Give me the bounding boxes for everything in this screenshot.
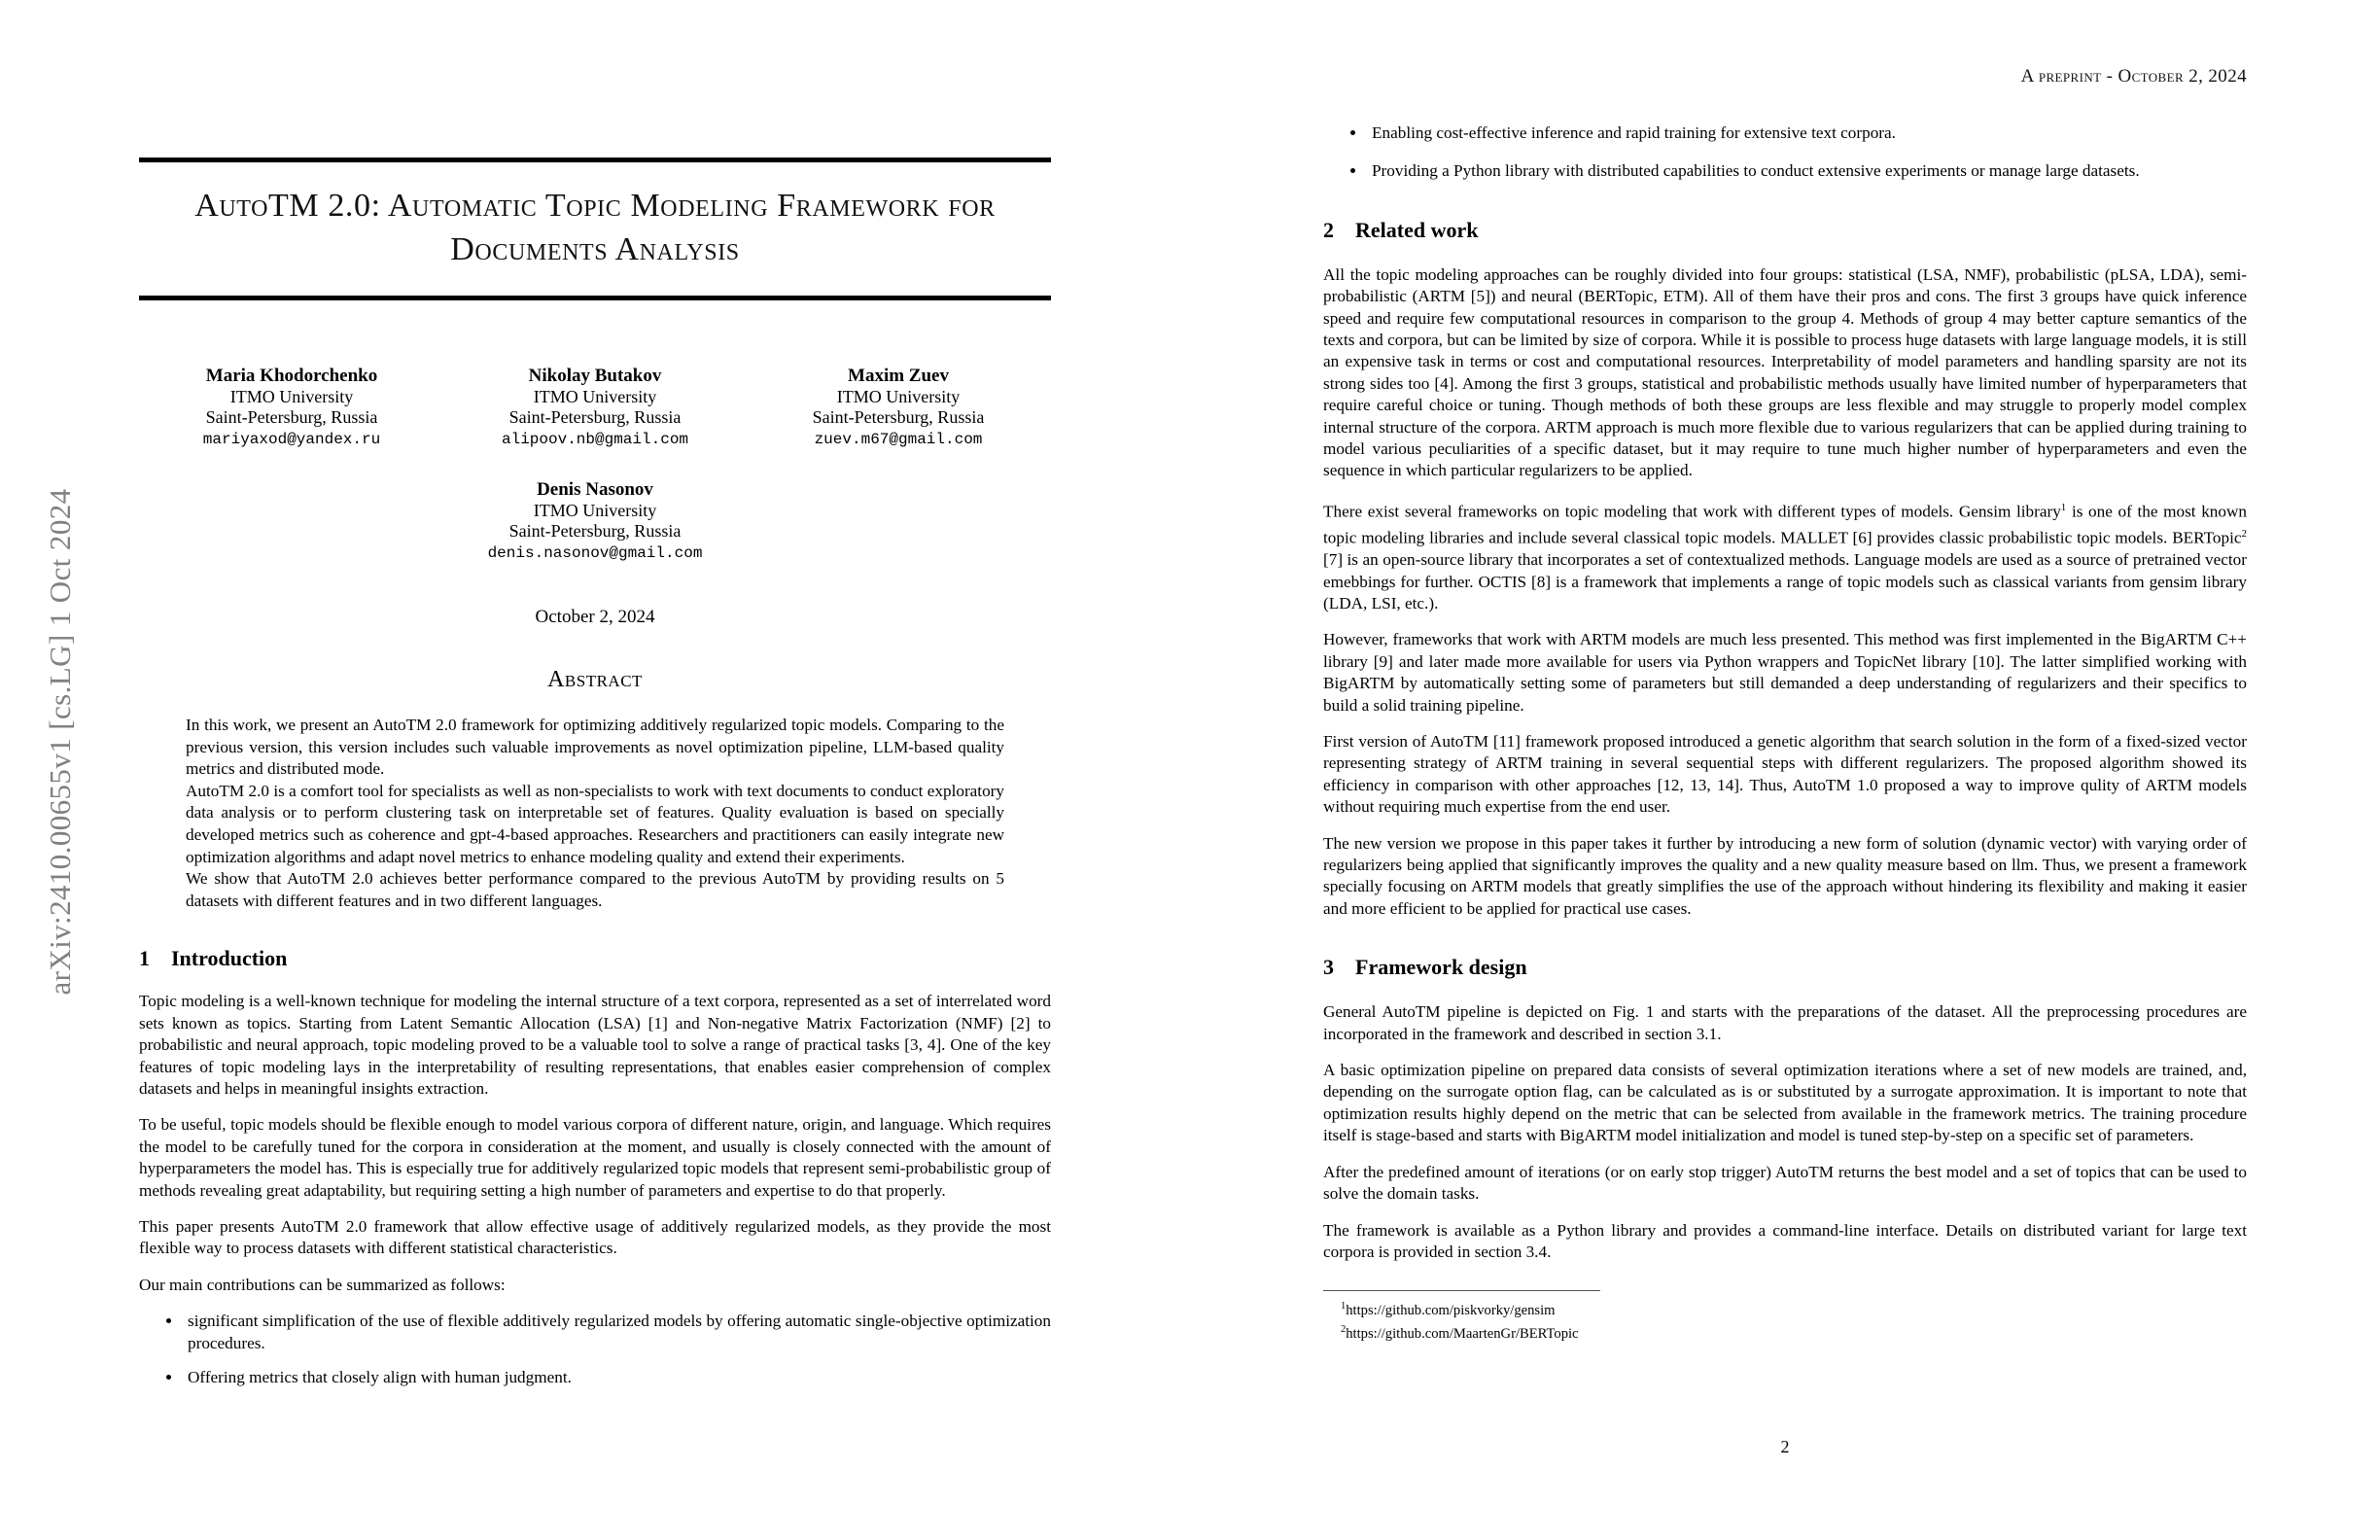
list-item: • significant simplification of the use of flexible additively regularized models by offering automatic single-objective optimization procedures.	[183, 1311, 1051, 1354]
paper-date: October 2, 2024	[535, 607, 655, 627]
section-heading-related-work	[1323, 218, 2247, 243]
authors-row-2	[139, 479, 1051, 564]
footnote-separator-rule	[1323, 1290, 1600, 1291]
body-paragraph: First version of AutoTM [11] framework proposed introduced a genetic algorithm that search solution in the form of a fixed-sized vector representing strategy of ARTM training in several sequential steps with different regularizers. The proposed algorithm showed its efficiency in comparison with other approaches [12, 13, 14]. Thus, AutoTM 1.0 proposed a way to improve qulity of ARTM models without requiring much expertise from the end user.	[1323, 732, 2247, 817]
abstract-paragraph: We show that AutoTM 2.0 achieves better performance compared to the previous AutoTM by providing results on 5 datasets with different features and in two different languages.	[186, 869, 1004, 910]
section-title: Introduction	[171, 946, 288, 971]
author-location: Saint-Petersburg, Russia	[812, 407, 985, 427]
section-number: 1	[139, 946, 150, 971]
page-title: AutoTM 2.0: Automatic Topic Modeling Framework for Documents Analysis	[194, 188, 996, 267]
abstract-body	[139, 715, 1051, 912]
left-page-body	[139, 0, 1051, 1540]
right-page-body	[1323, 0, 2247, 1344]
section-title: Framework design	[1355, 955, 1527, 980]
footnote-ref-1[interactable]: 1	[2060, 501, 2067, 513]
author-block	[747, 366, 1050, 450]
body-paragraph: A basic optimization pipeline on prepared data consists of several optimization iterations where a set of new models are trained, and, depending on the surrogate option flag, can be calculated as is or substituted by a surrogate approximation. It is important to note that optimization results highly depend on the metric that can be selected from available in the framework metrics. The training procedure itself is stage-based and starts with BigARTM model initialization and model is tuned step-by-step on a specific set of parameters.	[1323, 1061, 2247, 1145]
abstract-paragraph: AutoTM 2.0 is a comfort tool for specialists as well as non-specialists to work with text documents to conduct exploratory data analysis or to perform clustering task on interpretable set of features. Quality evaluation is based on specially developed metrics such as coherence and gpt-4-based approaches. Researchers and practitioners can easily integrate new optimization algorithms and adapt novel metrics to enhance modeling quality and extend their experiments.	[186, 781, 1004, 866]
list-item: • Offering metrics that closely align with human judgment.	[183, 1367, 1051, 1388]
contributions-list	[139, 1311, 1051, 1388]
arxiv-stamp: arXiv:2410.00655v1 [cs.LG] 1 Oct 2024	[43, 488, 77, 996]
page-number: 2	[1780, 1437, 1790, 1456]
body-paragraph: To be useful, topic models should be flexible enough to model various corpora of different nature, origin, and language. Which requires the model to be carefully tuned for the corpora in consideration at the moment, and usually is closely connected with the amount of hyperparameters the model has. This is especially true for additively regularized topic models that represent semi-probabilistic group of methods revealing great adaptability, but requiring setting a high number of parameters and expertise to do that properly.	[139, 1115, 1051, 1200]
paragraph-part: There exist several frameworks on topic modeling that work with different types of models. Gensim library	[1323, 502, 2061, 521]
body-paragraph: General AutoTM pipeline is depicted on Fig. 1 and starts with the preparations of the dataset. All the preprocessing procedures are incorporated in the framework and described in section 3.1.	[1323, 1002, 2247, 1043]
author-location: Saint-Petersburg, Russia	[508, 521, 682, 541]
author-name: Maria Khodorchenko	[205, 366, 378, 386]
body-paragraph: After the predefined amount of iterations (or on early stop trigger) AutoTM returns the best model and a set of topics that can be used to solve the domain tasks.	[1323, 1162, 2247, 1204]
abstract-paragraph: In this work, we present an AutoTM 2.0 framework for optimizing additively regularized topic models. Comparing to the previous version, this version includes such valuable improvements as novel optimization pipeline, LLM-based quality metrics and distributed mode.	[186, 716, 1004, 779]
footnote-marker: 2	[1341, 1324, 1347, 1336]
author-affiliation: ITMO University	[533, 387, 657, 406]
paragraph-part: is one of the most known topic modeling libraries and include several classical topic models. MALLET [6] provides classic probabilistic topic models. BERTopic	[1323, 502, 2247, 547]
footnote-text[interactable]: https://github.com/piskvorky/gensim	[1346, 1303, 1556, 1319]
author-email[interactable]: denis.nasonov@gmail.com	[487, 544, 703, 562]
author-block	[443, 479, 747, 564]
footnote-ref-2[interactable]: 2	[2241, 528, 2247, 541]
author-email[interactable]: alipoov.nb@gmail.com	[501, 431, 689, 448]
footnote-entry	[1341, 1320, 2247, 1344]
author-email[interactable]: mariyaxod@yandex.ru	[202, 431, 381, 448]
author-name: Maxim Zuev	[848, 366, 949, 386]
authors-row-1	[139, 366, 1051, 450]
list-item: • Enabling cost-effective inference and rapid training for extensive text corpora.	[1367, 122, 2247, 144]
author-name: Denis Nasonov	[537, 479, 653, 500]
author-location: Saint-Petersburg, Russia	[205, 407, 378, 427]
body-paragraph: The new version we propose in this paper takes it further by introducing a new form of solution (dynamic vector) with varying order of regularizers being applied that significantly improves the quality and a new quality measure based on llm. Thus, we present a framework specially focusing on ARTM models that greatly simplifies the use of the approach without hindering its flexibility and making it easier and more efficient to be applied for practical use cases.	[1323, 833, 2247, 918]
body-paragraph-with-footnotes	[1323, 497, 2247, 615]
body-paragraph: Our main contributions can be summarized as follows:	[139, 1275, 506, 1294]
author-email[interactable]: zuev.m67@gmail.com	[814, 431, 983, 448]
section-number: 2	[1323, 217, 1334, 242]
body-paragraph: This paper presents AutoTM 2.0 framework that allow effective usage of additively regularized models, as they provide the most flexible way to process datasets with different statistical characteristics.	[139, 1217, 1051, 1258]
title-rule-bottom	[139, 296, 1051, 300]
author-location: Saint-Petersburg, Russia	[508, 407, 682, 427]
author-affiliation: ITMO University	[533, 501, 657, 520]
abstract-heading: Abstract	[547, 667, 643, 692]
author-block	[443, 366, 747, 450]
section-number: 3	[1323, 955, 1334, 980]
section-title: Related work	[1355, 217, 1479, 242]
body-paragraph: All the topic modeling approaches can be roughly divided into four groups: statistical (LSA, NMF), probabilistic (pLSA, LDA), semi-probabilistic (ARTM [5]) and neural (BERTopic, ETM). All of them have their pros and cons. The first 3 groups have quick inference speed and require few computational resources in comparison to the group 4. Methods of group 4 may better capture semantics of the texts and corpora, but can be limited by size of corpora. While it is possible to process huge datasets with large language models, it is still an expensive task in terms or cost and computational resources. Interpretability of model parameters and handling sparsity are not its strong sides too [4]. Among the first 3 groups, statistical and probabilistic methods usually have limited number of hyperparameters that require careful choice or tuning. Though methods of both these groups are less flexible and may struggle to properly model complex internal structure of the corpora. ARTM approach is much more flexible due to various regularizers that can be applied during training to model various peculiarities of a specific dataset, but it may require to tune much higher number of hyperparameters and even the sequence in which particular regularizers to be applied.	[1323, 264, 2247, 480]
author-affiliation: ITMO University	[229, 387, 354, 406]
footnote-entry	[1341, 1297, 2247, 1320]
page-right	[1190, 0, 2380, 1540]
footnote-marker: 1	[1341, 1301, 1347, 1312]
running-head: A preprint - October 2, 2024	[2020, 66, 2247, 87]
list-item: • Providing a Python library with distributed capabilities to conduct extensive experiments or manage large datasets.	[1367, 160, 2247, 182]
body-paragraph: Topic modeling is a well-known technique for modeling the internal structure of a text corpora, represented as a set of interrelated word sets known as topics. Starting from Latent Semantic Allocation (LSA) [1] and Non-negative Matrix Factorization (NMF) [2] to probabilistic and neural approach, topic modeling proved to be a valuable tool to solve a range of practical tasks [3, 4]. One of the key features of topic modeling lays in the interpretability of resulting representations, that enables easier comprehension of complex datasets and helps in meaningful insights extraction.	[139, 992, 1051, 1098]
author-affiliation: ITMO University	[836, 387, 961, 406]
footnote-text[interactable]: https://github.com/MaartenGr/BERTopic	[1346, 1326, 1579, 1343]
author-block	[140, 366, 443, 450]
contributions-list-continued	[1323, 122, 2247, 183]
body-paragraph: However, frameworks that work with ARTM models are much less presented. This method was first implemented in the BigARTM C++ library [9] and later made more available for users via Python wrappers and TopicNet library [10]. The latter simplified working with BigARTM by automatically setting some of parameters but still demanded a deep understanding of regularizers and their specifics to build a solid training pipeline.	[1323, 630, 2247, 715]
section-heading-introduction	[139, 946, 1051, 971]
author-name: Nikolay Butakov	[528, 366, 662, 386]
footnote-area	[1323, 1290, 2247, 1344]
body-paragraph: The framework is available as a Python library and provides a command-line interface. Details on distributed variant for large text corpora is provided in section 3.4.	[1323, 1220, 2247, 1261]
paragraph-part: [7] is an open-source library that incorporates a set of contextualized methods. Language models are used as a source of pretrained vector emebbings for further. OCTIS [8] is a framework that implements a range of topic models such as classical variants from gensim library (LDA, LSI, etc.).	[1323, 550, 2247, 612]
section-heading-framework-design	[1323, 955, 2247, 980]
